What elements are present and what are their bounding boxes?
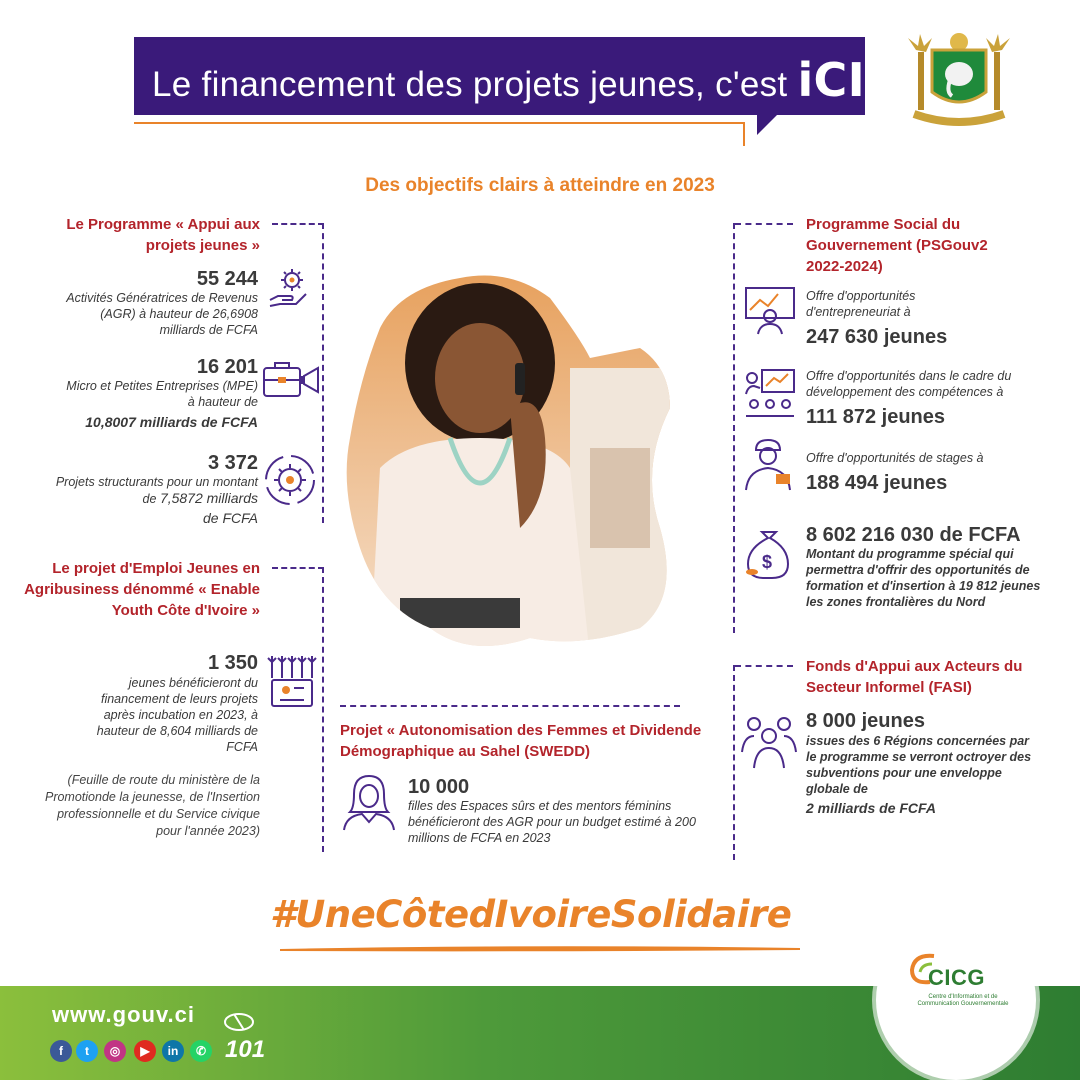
entrepreneuriat-desc: Offre d'opportunités d'entrepreneuriat à [806, 289, 916, 319]
whatsapp-icon[interactable]: ✆ [190, 1040, 212, 1062]
mpe-amount: 10,8007 milliards de FCFA [85, 414, 258, 430]
stages-desc: Offre d'opportunités de stages à [806, 451, 984, 465]
website-link[interactable]: www.gouv.ci [52, 1002, 196, 1027]
agriculture-icon [266, 652, 318, 710]
gear-cycle-icon [262, 452, 318, 508]
coat-of-arms-icon [898, 30, 1020, 134]
briefcase-megaphone-icon [262, 360, 324, 400]
header-brand: iCI [797, 53, 866, 107]
structurants-value: 3 372 [207, 452, 258, 474]
entrepreneuriat-value: 247 630 jeunes [806, 326, 948, 348]
fasi-desc: issues des 6 Régions concernées par le programme se verront octroyer des subventions pour une enveloppe globale de [806, 734, 1032, 796]
header-title: Le financement des projets jeunes, c'est iCI [152, 53, 866, 107]
structurants-desc: Projets structurants pour un montant de 7,5872 milliards [55, 475, 258, 506]
programme-special-desc: Montant du programme spécial qui permettra d'offrir des opportunités de formation et d'insertion à 19 812 jeunes les zones frontalières du Nord [806, 547, 1041, 609]
intern-icon [740, 436, 796, 492]
header-banner [134, 37, 865, 115]
svg-text:$: $ [762, 552, 773, 572]
competences-desc: Offre d'opportunités dans le cadre du développement des compétences à [806, 369, 1012, 399]
left-dash-h1 [272, 223, 324, 225]
programme-special-value: 8 602 216 030 de FCFA [806, 524, 1021, 546]
right-dash-h1 [735, 223, 793, 225]
facebook-icon[interactable]: f [50, 1040, 72, 1062]
hotline-number: 101 [225, 1036, 266, 1063]
hashtag: #UneCôtedIvoireSolidaire [270, 893, 792, 936]
woman-icon [340, 772, 398, 832]
swedd-value: 10 000 [408, 776, 470, 798]
instagram-icon[interactable]: ◎ [104, 1040, 126, 1062]
mpe-value: 16 201 [196, 356, 258, 378]
right-section1-title: Programme Social du Gouvernement (PSGouv2 2022-2024) [806, 216, 988, 275]
phone-logo-icon [222, 1008, 256, 1036]
hand-gear-icon [266, 266, 310, 310]
cicg-logo-subtitle: Centre d'Information et de Communication Gouvernementale [917, 994, 1009, 1007]
right-section2-title: Fonds d'Appui aux Acteurs du Secteur Informel (FASI) [806, 658, 1023, 696]
left-section1-title: Le Programme « Appui aux projets jeunes » [66, 216, 260, 254]
subtitle: Des objectifs clairs à atteindre en 2023 [365, 175, 715, 196]
enable-youth-value: 1 350 [207, 652, 258, 674]
right-dash-v1 [733, 223, 735, 633]
training-icon [742, 366, 798, 418]
fasi-value: 8 000 jeunes [806, 710, 925, 732]
cicg-logo-text: CICG [928, 965, 985, 990]
swedd-title: Projet « Autonomisation des Femmes et Dividende Démographique au Sahel (SWEDD) [340, 722, 702, 760]
enable-youth-desc: jeunes bénéficieront du financement de leurs projets après incubation en 2023, à hauteur de 8,604 milliards de FCFA [96, 676, 258, 754]
competences-value: 111 872 jeunes [806, 406, 946, 428]
group-icon [738, 712, 800, 770]
center-dash-h [340, 705, 680, 707]
stages-value: 188 494 jeunes [806, 472, 948, 494]
twitter-icon[interactable]: t [76, 1040, 98, 1062]
left-dash-h2 [272, 567, 324, 569]
agr-desc: Activités Génératrices de Revenus (AGR) à hauteur de 26,6908 milliards de FCFA [66, 291, 258, 337]
fasi-amount: 2 milliards de FCFA [806, 800, 936, 816]
mpe-desc: Micro et Petites Entreprises (MPE) à hauteur de [66, 379, 258, 409]
header-underline-tick [743, 122, 745, 146]
header-underline [134, 122, 745, 124]
entrepreneur-icon [742, 284, 798, 336]
right-dash-h2 [735, 665, 793, 667]
agr-value: 55 244 [196, 268, 258, 290]
youtube-icon[interactable]: ▶ [134, 1040, 156, 1062]
structurants-desc2: de FCFA [203, 510, 258, 526]
right-dash-v2 [733, 665, 735, 860]
money-bag-icon [742, 528, 794, 580]
swedd-desc: filles des Espaces sûrs et des mentors féminins bénéficieront des AGR pour un budget estimé à 200 millions de FCFA en 2023 [408, 799, 696, 845]
hashtag-underline [280, 944, 800, 952]
woman-phone-photo [340, 268, 680, 658]
header-speech-tail [757, 115, 777, 135]
left-dash-v2 [322, 567, 324, 852]
left-section2-title: Le projet d'Emploi Jeunes en Agribusiness dénommé « Enable Youth Côte d'Ivoire » [24, 560, 260, 619]
source-note: (Feuille de route du ministère de la Promotionde la jeunesse, de l'Insertion professionnelle et du Service civique pour l'année 2023) [44, 773, 260, 838]
linkedin-icon[interactable]: in [162, 1040, 184, 1062]
